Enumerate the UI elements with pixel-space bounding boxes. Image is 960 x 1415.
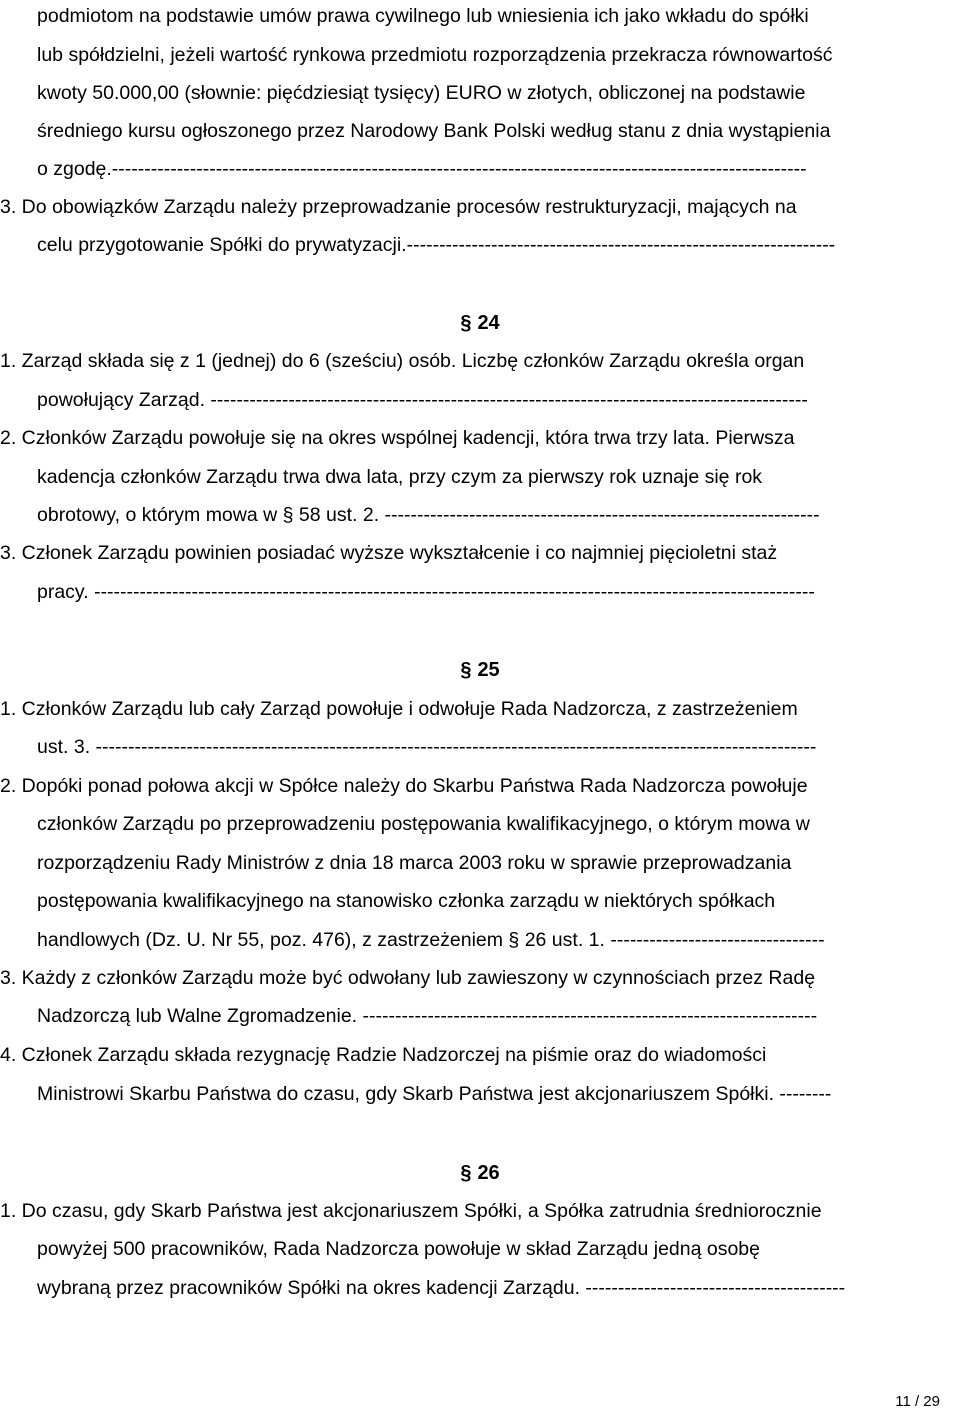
- text-line: powyżej 500 pracowników, Rada Nadzorcza powołuje w skład Zarządu jedną osobę: [37, 1238, 760, 1260]
- section-symbol: §: [460, 659, 472, 681]
- text-line: podmiotom na podstawie umów prawa cywilnego lub wniesienia ich jako wkładu do spółki: [37, 5, 809, 27]
- text-line: powołujący Zarząd. --------------------------------------------------------------------------------------------: [37, 389, 808, 411]
- text-line: pracy. ---------------------------------------------------------------------------------------------------------------: [37, 581, 815, 603]
- text-line: 1. Zarząd składa się z 1 (jednej) do 6 (sześciu) osób. Liczbę członków Zarządu określa organ: [0, 350, 805, 372]
- page-number: 11 / 29: [895, 1393, 940, 1410]
- text-line: postępowania kwalifikacyjnego na stanowisko członka zarządu w niektórych spółkach: [37, 890, 776, 912]
- text-line: 2. Dopóki ponad połowa akcji w Spółce należy do Skarbu Państwa Rada Nadzorcza powołuje: [0, 775, 808, 797]
- section-heading: [0, 311, 960, 335]
- text-line: kwoty 50.000,00 (słownie: pięćdziesiąt tysięcy) EURO w złotych, obliczonej na podstawie: [37, 82, 806, 104]
- text-line: wybraną przez pracowników Spółki na okres kadencji Zarządu. ----------------------------------------: [37, 1277, 846, 1299]
- section-heading: [0, 658, 960, 682]
- text-line: 1. Członków Zarządu lub cały Zarząd powołuje i odwołuje Rada Nadzorcza, z zastrzeżeniem: [0, 698, 798, 720]
- text-line: handlowych (Dz. U. Nr 55, poz. 476), z zastrzeżeniem § 26 ust. 1. ---------------------------------: [37, 929, 825, 951]
- section-heading: [0, 1161, 960, 1185]
- section-symbol: §: [460, 1162, 472, 1184]
- section-number: 24: [477, 312, 500, 334]
- text-line: obrotowy, o którym mowa w § 58 ust. 2. -------------------------------------------------------------------: [37, 504, 820, 526]
- text-line: 3. Każdy z członków Zarządu może być odwołany lub zawieszony w czynnościach przez Radę: [0, 967, 816, 989]
- text-line: lub spółdzielni, jeżeli wartość rynkowa przedmiotu rozporządzenia przekracza równowartość: [37, 44, 833, 66]
- text-line: kadencja członków Zarządu trwa dwa lata, przy czym za pierwszy rok uznaje się rok: [37, 466, 763, 488]
- text-line: członków Zarządu po przeprowadzeniu postępowania kwalifikacyjnego, o którym mowa w: [37, 813, 810, 835]
- text-line: 2. Członków Zarządu powołuje się na okres wspólnej kadencji, która trwa trzy lata. Pierwsza: [0, 427, 795, 449]
- section-number: 26: [477, 1162, 500, 1184]
- text-line: średniego kursu ogłoszonego przez Narodowy Bank Polski według stanu z dnia wystąpienia: [37, 120, 831, 142]
- text-line: celu przygotowanie Spółki do prywatyzacji.------------------------------------------------------------------: [37, 234, 836, 256]
- text-line: 3. Członek Zarządu powinien posiadać wyższe wykształcenie i co najmniej pięcioletni staż: [0, 542, 778, 564]
- text-line: Nadzorczą lub Walne Zgromadzenie. ----------------------------------------------------------------------: [37, 1005, 818, 1027]
- text-line: ust. 3. ---------------------------------------------------------------------------------------------------------------: [37, 736, 817, 758]
- text-line: Ministrowi Skarbu Państwa do czasu, gdy Skarb Państwa jest akcjonariuszem Spółki. --------: [37, 1083, 832, 1105]
- section-symbol: §: [460, 312, 472, 334]
- text-line: 1. Do czasu, gdy Skarb Państwa jest akcjonariuszem Spółki, a Spółka zatrudnia średniorocznie: [0, 1200, 822, 1222]
- section-number: 25: [477, 659, 500, 681]
- text-line: o zgodę.-----------------------------------------------------------------------------------------------------------: [37, 158, 807, 180]
- text-line: 3. Do obowiązków Zarządu należy przeprowadzanie procesów restrukturyzacji, mających na: [0, 196, 797, 218]
- text-line: rozporządzeniu Rady Ministrów z dnia 18 marca 2003 roku w sprawie przeprowadzania: [37, 852, 792, 874]
- text-line: 4. Członek Zarządu składa rezygnację Radzie Nadzorczej na piśmie oraz do wiadomości: [0, 1044, 767, 1066]
